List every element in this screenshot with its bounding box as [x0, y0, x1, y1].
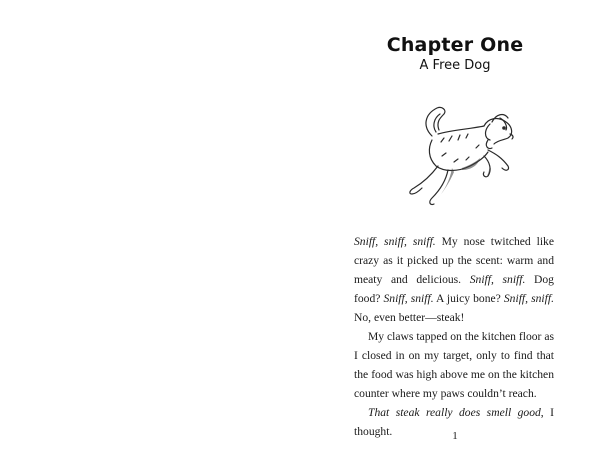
text-segment: Sniff, sniff.: [503, 292, 554, 305]
text-segment: No, even better—steak!: [354, 311, 465, 324]
text-segment: Sniff, sniff, sniff.: [354, 235, 436, 248]
chapter-subtitle: A Free Dog: [419, 58, 491, 73]
text-segment: That steak really does smell good: [368, 406, 541, 419]
paragraph-1: [354, 232, 554, 327]
text-segment: Dog food?: [354, 273, 554, 305]
text-segment: Sniff, sniff.: [469, 273, 526, 286]
text-segment: My claws tapped on the kitchen floor as I closed in on my target, only to find that the food was high above me on the kitchen counter where my paws couldn’t reach.: [354, 330, 554, 400]
text-segment: Sniff, sniff.: [383, 292, 434, 305]
chapter-title: Chapter One: [386, 34, 524, 56]
jumping-dog-illustration: [392, 96, 522, 216]
page-number: 1: [452, 430, 458, 442]
story-text: [354, 232, 554, 441]
text-segment: , I thought.: [354, 406, 554, 438]
paragraph-2: [354, 327, 554, 403]
text-segment: My nose twitched like crazy as it picked up the scent: warm and meaty and delicious.: [354, 235, 554, 286]
text-segment: A juicy bone?: [433, 292, 504, 305]
